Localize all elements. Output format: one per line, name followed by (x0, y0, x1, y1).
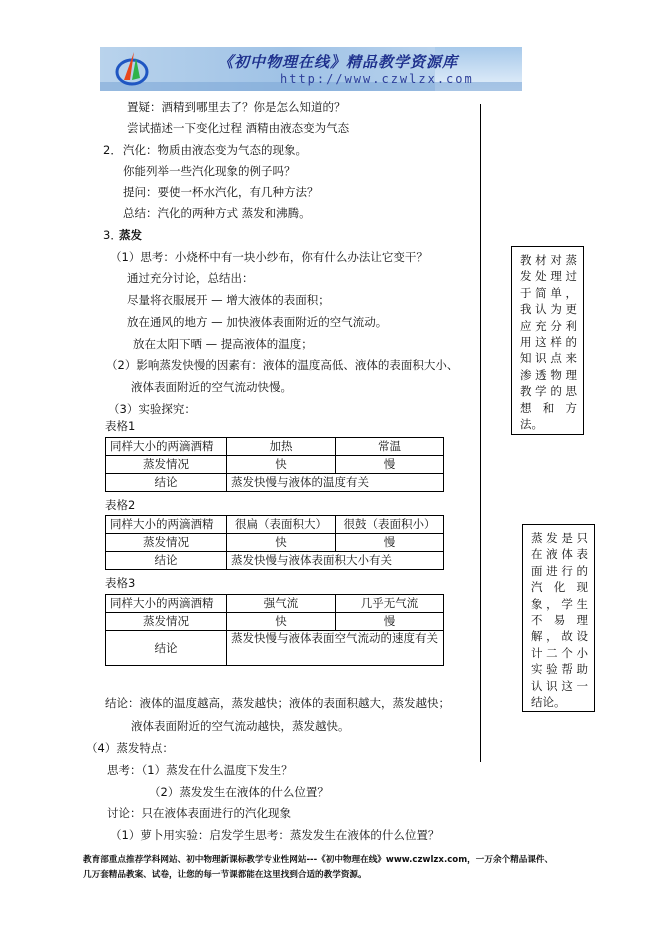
section-2-line-b: 提问：要使一杯水汽化，有几种方法？ (123, 185, 319, 199)
table-cell: 很扁（表面积大） (227, 516, 336, 534)
section-3-title: 蒸发 (119, 228, 142, 242)
table-cell: 同样大小的两滴酒精 (106, 438, 227, 456)
table-3-caption: 表格3 (105, 576, 136, 590)
banner-title: 《初中物理在线》精品教学资源库 (218, 53, 459, 71)
section-3-number: 3． (103, 228, 122, 242)
table-cell: 蒸发情况 (106, 456, 227, 474)
conclusion-line-1: 结论：液体的温度越高，蒸发越快；液体的表面积越大，蒸发越快； (105, 696, 450, 710)
table-cell: 很鼓（表面积小） (336, 516, 444, 534)
point-4-heading: （4）蒸发特点： (86, 741, 174, 755)
point-1-line-b: 尽量将衣服展开 — 增大液体的表面积； (127, 293, 330, 307)
table-conclusion-cell: 蒸发快慢与液体的温度有关 (227, 474, 444, 492)
table-cell: 慢 (336, 456, 444, 474)
table-cell: 慢 (336, 534, 444, 552)
section-2-line-a: 你能列举一些汽化现象的例子吗？ (123, 164, 296, 178)
table-cell: 慢 (336, 613, 444, 631)
table-cell: 结论 (106, 474, 227, 492)
table-cell: 快 (227, 534, 336, 552)
table-1-caption: 表格1 (105, 419, 136, 433)
table-cell: 强气流 (227, 595, 336, 613)
think-line-2: （2）蒸发发生在液体的什么位置？ (149, 785, 329, 799)
table-cell: 加热 (227, 438, 336, 456)
discussion-line: 讨论：只在液体表面进行的汽化现象 (107, 806, 291, 820)
point-2-line-b: 液体表面附近的空气流动快慢。 (131, 380, 292, 394)
side-note-1: 教材对蒸发处理过于简单，我认为更应充分利用这样的知识点来渗透物理教学的思想和方法。 (511, 246, 584, 435)
point-2-line-a: （2）影响蒸发快慢的因素有：液体的温度高低、液体的表面积大小、 (106, 358, 459, 372)
table-2-caption: 表格2 (105, 498, 136, 512)
table-cell: 蒸发情况 (106, 613, 227, 631)
footer-line-2: 几万套精品教案、试卷，让您的每一节课都能在这里找到合适的教学资源。 (83, 870, 367, 880)
table-cell: 几乎无气流 (336, 595, 444, 613)
experiment-1-line: （1）萝卜用实验：启发学生思考：蒸发发生在液体的什么位置？ (110, 828, 440, 842)
think-line-1: 思考：（1）蒸发在什么温度下发生？ (107, 763, 293, 777)
site-logo-icon (114, 50, 150, 88)
section-2-number: 2． (103, 143, 122, 157)
table-cell: 同样大小的两滴酒精 (106, 516, 227, 534)
point-1-line-d: 放在太阳下晒 — 提高液体的温度； (133, 337, 313, 351)
banner-url-link[interactable]: http://www.czwlzx.com (280, 72, 474, 86)
point-1-question: （1）思考：小烧杯中有一块小纱布，你有什么办法让它变干？ (110, 250, 428, 264)
table-cell: 快 (227, 456, 336, 474)
experiment-table-3 (105, 594, 444, 666)
point-1-line-a: 通过充分讨论，总结出： (127, 271, 254, 285)
table-cell: 快 (227, 613, 336, 631)
table-cell: 结论 (106, 552, 227, 570)
experiment-table-1 (105, 437, 444, 492)
table-cell: 常温 (336, 438, 444, 456)
footer-line-1: 教育部重点推荐学科网站、初中物理新课标教学专业性网站---《初中物理在线》www.czwlzx.com，一万余个精品课件、 (83, 855, 554, 865)
column-divider (480, 104, 481, 762)
table-cell: 蒸发情况 (106, 534, 227, 552)
side-note-2: 蒸发是只在液体表面进行的汽化现象，学生不易理解，故设计二个小实验帮助认识这一结论。 (522, 524, 595, 712)
point-3-heading: （3）实验探究： (108, 402, 196, 416)
table-cell: 同样大小的两滴酒精 (106, 595, 227, 613)
table-conclusion-cell: 蒸发快慢与液体表面空气流动的速度有关 (227, 631, 444, 666)
experiment-table-2 (105, 515, 444, 570)
section-2-definition: 汽化：物质由液态变为气态的现象。 (123, 143, 307, 157)
table-cell: 结论 (106, 631, 227, 666)
section-2-line-c: 总结：汽化的两种方式 蒸发和沸腾。 (123, 206, 311, 220)
point-1-line-c: 放在通风的地方 — 加快液体表面附近的空气流动。 (127, 315, 388, 329)
table-conclusion-cell: 蒸发快慢与液体表面积大小有关 (227, 552, 444, 570)
question-line-1: 置疑：酒精到哪里去了？你是怎么知道的？ (127, 100, 346, 114)
site-banner (100, 47, 522, 91)
conclusion-line-2: 液体表面附近的空气流动越快，蒸发越快。 (131, 719, 350, 733)
question-line-2: 尝试描述一下变化过程 酒精由液态变为气态 (127, 121, 350, 135)
